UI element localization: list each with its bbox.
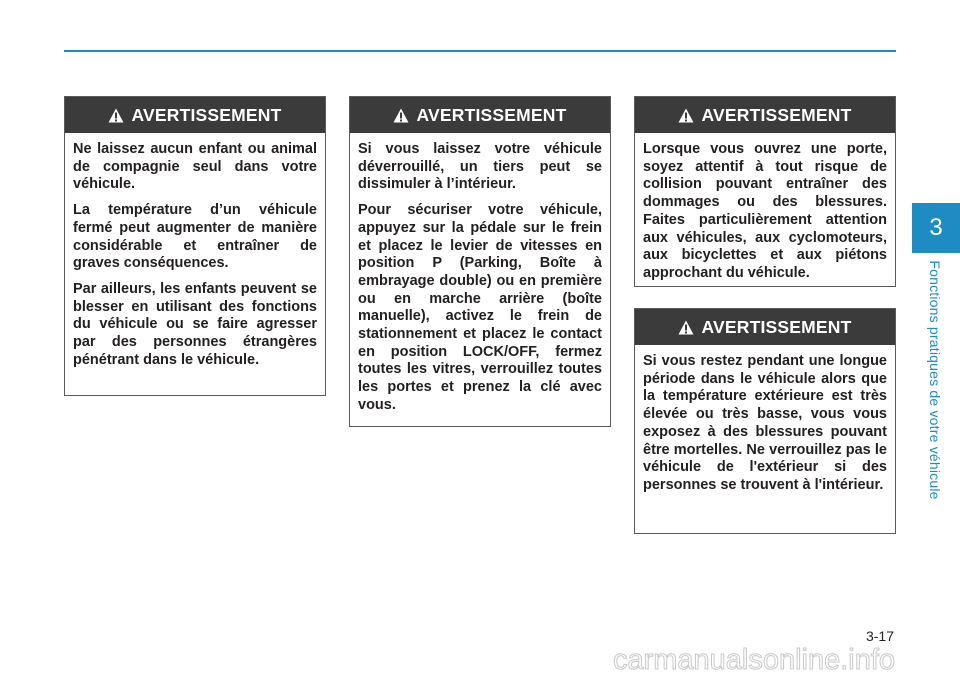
warning-triangle-icon <box>108 108 124 123</box>
warning-box-door-opening <box>634 96 896 287</box>
warning-box-unlocked-vehicle <box>349 96 611 427</box>
warning-triangle-icon <box>393 108 409 123</box>
warning-paragraph: Lorsque vous ouvrez une porte, soyez attentif à tout risque de collision pouvant entraîner des dommages ou des blessures. Faites particulièrement attention aux véhicules, aux cyclomoteurs, aux bicyclettes et aux piétons approchant du véhicule. <box>643 141 887 281</box>
warning-header <box>635 97 895 133</box>
warning-paragraph: Si vous restez pendant une longue période dans le véhicule alors que la température extérieure est très élevée ou très basse, vous vous exposez à des blessures pouvant être mortelles. Ne verrouillez pas le véhicule de l'extérieur si des personnes se trouvent à l'intérieur. <box>643 353 887 493</box>
warning-header <box>350 97 610 133</box>
warning-body <box>350 133 610 415</box>
watermark-logo <box>574 642 934 676</box>
chapter-title: Fonctions pratiques de votre véhicule <box>927 260 943 500</box>
watermark-text: carmanualsonline.info <box>612 644 896 676</box>
chapter-tab <box>912 203 960 253</box>
warning-box-temperature <box>634 308 896 534</box>
warning-header <box>635 309 895 345</box>
warning-triangle-icon <box>678 320 694 335</box>
warning-title: AVERTISSEMENT <box>701 316 852 337</box>
warning-body <box>65 133 325 369</box>
warning-box-child-alone <box>64 96 326 396</box>
warning-paragraph: Si vous laissez votre véhicule déverrouillé, un tiers peut se dissimuler à l’intérieur. <box>358 141 602 193</box>
warning-body <box>635 345 895 495</box>
warning-paragraph: Par ailleurs, les enfants peuvent se blesser en utilisant des fonctions du véhicule ou se faire agresser par des personnes étrangères pénétrant dans le véhicule. <box>73 280 317 368</box>
top-rule <box>64 50 896 52</box>
warning-title: AVERTISSEMENT <box>131 104 282 125</box>
page-number: 3-17 <box>865 628 894 644</box>
warning-body <box>635 133 895 283</box>
warning-paragraph: Ne laissez aucun enfant ou animal de compagnie seul dans votre véhicule. <box>73 141 317 193</box>
warning-triangle-icon <box>678 108 694 123</box>
warning-paragraph: La température d’un véhicule fermé peut augmenter de manière considérable et entraîner de graves conséquences. <box>73 202 317 272</box>
warning-paragraph: Pour sécuriser votre véhicule, appuyez sur la pédale sur le frein et placez le levier de vitesses en position P (Parking, Boîte à embrayage double) ou en première ou en marche arrière (boîte manuelle), activez le frein de stationnement et placez le contact en position LOCK/OFF, fermez toutes les vitres, verrouillez toutes les portes et prenez la clé avec vous. <box>358 202 602 413</box>
warning-title: AVERTISSEMENT <box>416 104 567 125</box>
chapter-number: 3 <box>929 214 943 241</box>
warning-header <box>65 97 325 133</box>
warning-title: AVERTISSEMENT <box>701 104 852 125</box>
